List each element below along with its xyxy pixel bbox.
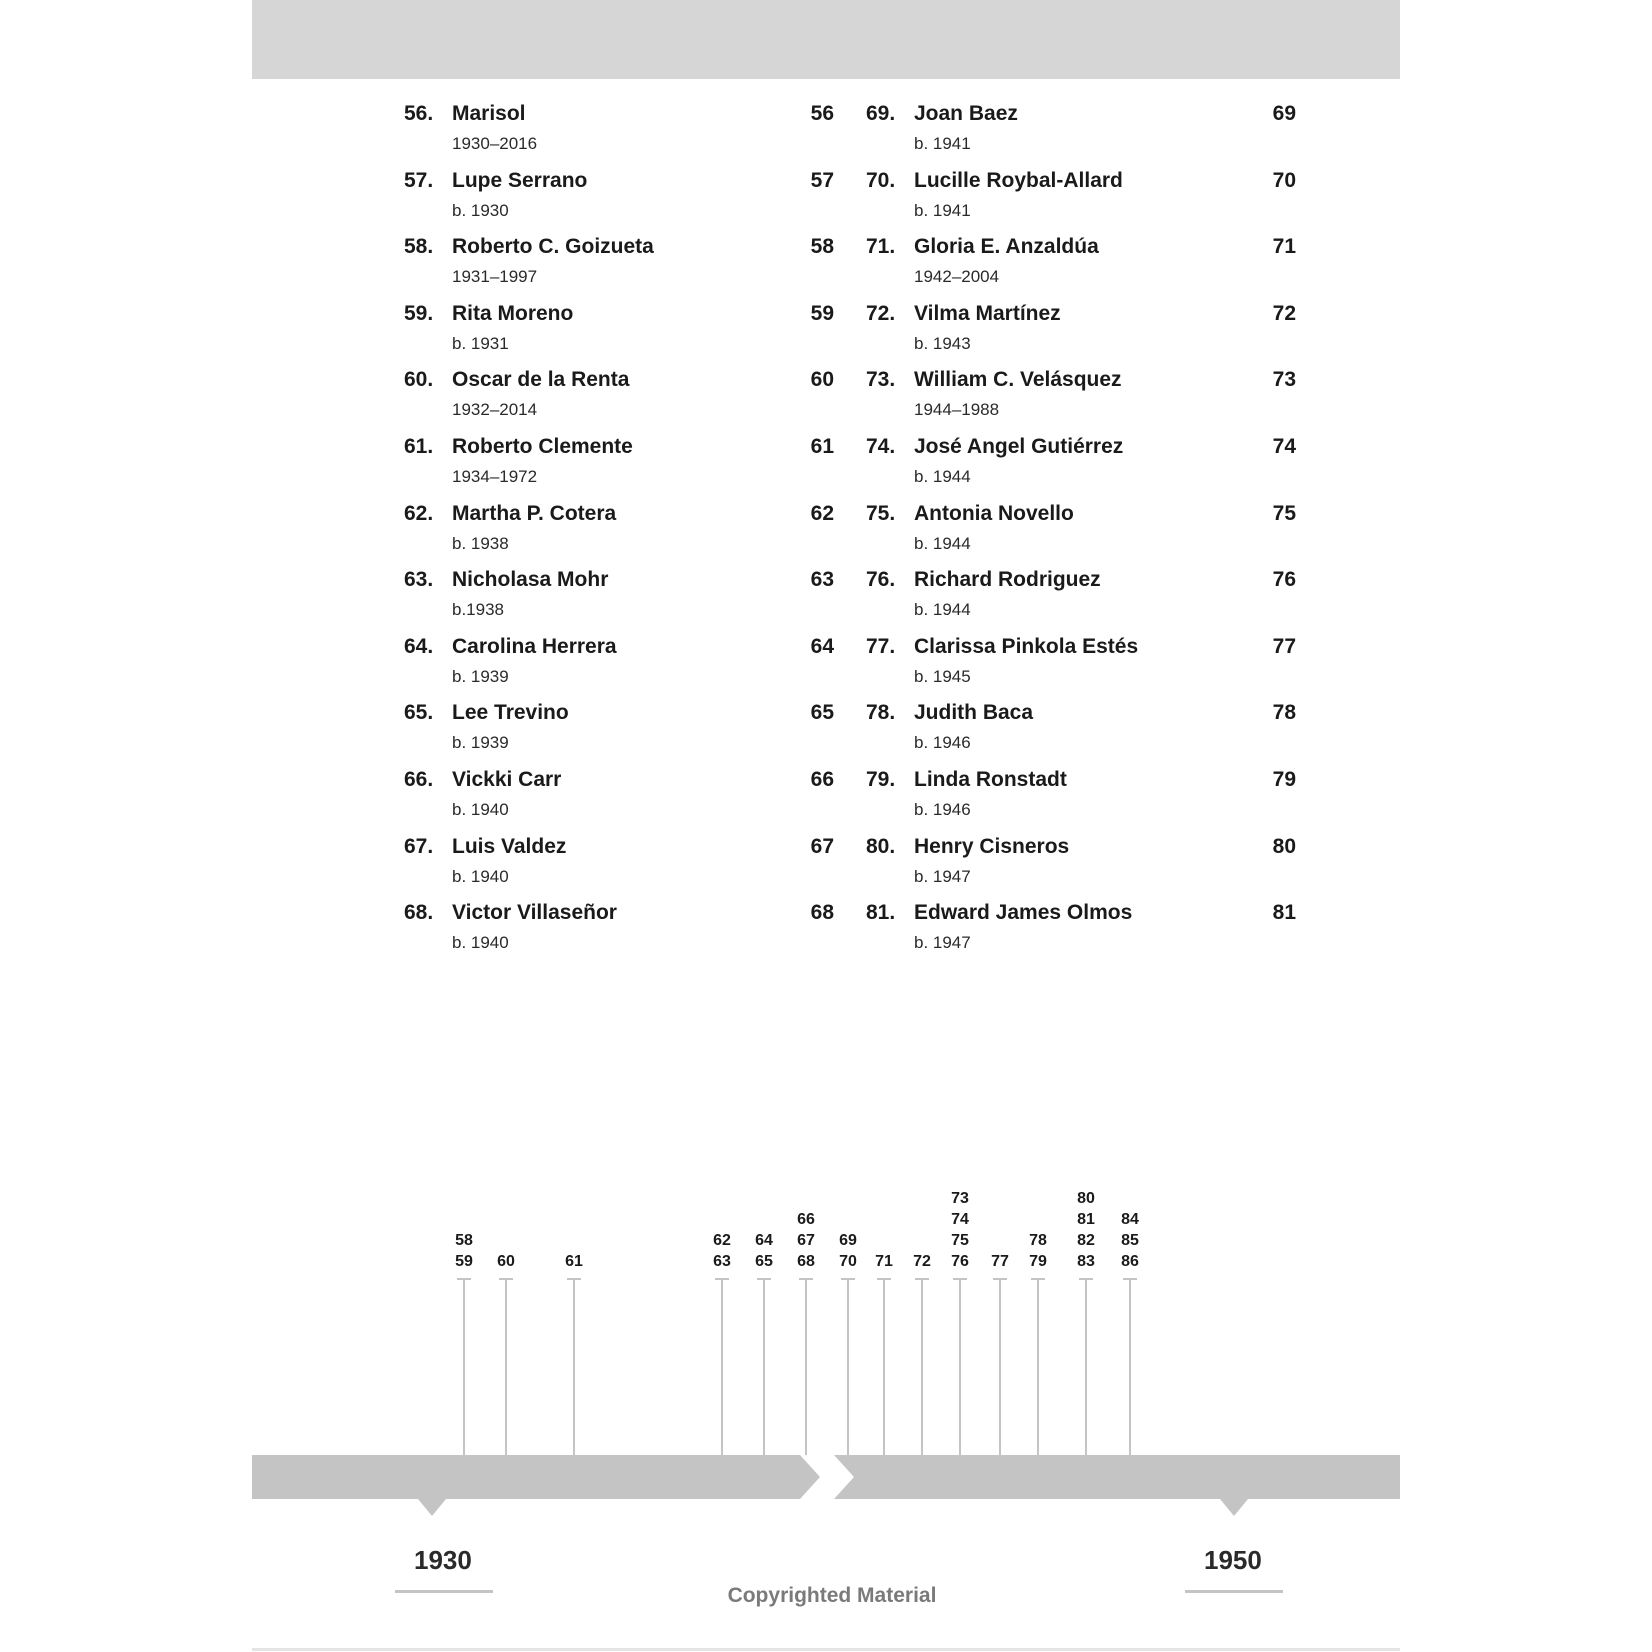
timeline-marker [1066, 1188, 1106, 1272]
timeline-marker-label: 72 [913, 1253, 931, 1270]
toc-entry [866, 233, 1296, 300]
entry-number: 71. [866, 235, 896, 259]
entry-page-number: 59 [810, 301, 834, 325]
toc-entry [404, 766, 834, 833]
timeline-marker-label: 60 [497, 1253, 515, 1270]
entry-dates: 1930–2016 [452, 134, 538, 153]
entry-name: Martha P. Cotera [452, 501, 617, 525]
timeline-marker-label: 61 [565, 1253, 583, 1270]
entry-dates: b. 1940 [452, 866, 509, 886]
timeline-marker-line [763, 1278, 765, 1455]
entry-page-number: 76 [1272, 568, 1296, 592]
entry-name: Lee Trevino [452, 701, 569, 725]
entry-name: Antonia Novello [914, 501, 1074, 525]
entry-name: Roberto Clemente [452, 434, 633, 458]
toc-entry [866, 566, 1296, 633]
entry-number: 80. [866, 834, 896, 858]
entry-number: 68. [404, 901, 434, 925]
toc-entry [866, 100, 1296, 167]
entry-dates: b. 1940 [452, 799, 509, 819]
entry-dates: b. 1940 [452, 933, 509, 953]
timeline-start-rule [395, 1590, 493, 1593]
entry-dates: b. 1930 [452, 200, 509, 220]
toc-entry [866, 766, 1296, 833]
timeline-marker-label: 79 [1029, 1253, 1047, 1270]
entry-page-number: 80 [1272, 834, 1296, 858]
entry-page-number: 74 [1272, 434, 1296, 458]
timeline-marker-label: 69 [839, 1232, 857, 1249]
entry-number: 61. [404, 434, 434, 458]
entry-name: Edward James Olmos [914, 901, 1133, 925]
timeline-marker-line [1129, 1278, 1131, 1455]
timeline-start-year: 1930 [414, 1545, 472, 1575]
entry-number: 62. [404, 501, 434, 525]
timeline-marker [828, 1230, 868, 1272]
timeline-marker-label: 74 [951, 1211, 969, 1228]
entry-name: Gloria E. Anzaldúa [914, 235, 1099, 259]
entry-number: 58. [404, 235, 434, 259]
entry-number: 63. [404, 568, 434, 592]
timeline-marker-line [999, 1278, 1001, 1455]
toc-entry [404, 167, 834, 234]
entry-name: Carolina Herrera [452, 634, 617, 658]
entry-number: 75. [866, 501, 896, 525]
toc-entry [866, 833, 1296, 900]
timeline-marker [554, 1251, 594, 1272]
entry-number: 69. [866, 102, 896, 125]
entry-dates: b. 1931 [452, 333, 509, 353]
entry-page-number: 71 [1272, 235, 1296, 259]
timeline-end-rule [1185, 1590, 1283, 1593]
toc-entry [404, 699, 834, 766]
entry-number: 76. [866, 568, 896, 592]
entry-number: 60. [404, 368, 434, 392]
entry-page-number: 61 [810, 434, 834, 458]
book-page [252, 0, 1400, 1652]
timeline-marker [902, 1251, 942, 1272]
entry-number: 57. [404, 168, 434, 192]
entry-name: Linda Ronstadt [914, 767, 1067, 791]
timeline-marker-label: 64 [755, 1232, 773, 1249]
timeline-marker-label: 73 [951, 1190, 969, 1207]
toc-entry [866, 699, 1296, 766]
entry-name: William C. Velásquez [914, 368, 1122, 392]
timeline-marker-line [463, 1278, 465, 1455]
entry-page-number: 78 [1272, 701, 1296, 725]
entry-name: Nicholasa Mohr [452, 568, 609, 592]
timeline-marker-label: 75 [951, 1232, 969, 1249]
timeline-marker-label: 70 [839, 1253, 857, 1270]
timeline-marker [744, 1230, 784, 1272]
entry-name: Joan Baez [914, 102, 1018, 125]
entry-page-number: 70 [1272, 168, 1296, 192]
timeline-marker-label: 81 [1077, 1211, 1095, 1228]
entry-name: Roberto C. Goizueta [452, 235, 654, 259]
timeline-marker-label: 66 [797, 1211, 815, 1228]
timeline-marker-label: 65 [755, 1253, 773, 1270]
entry-page-number: 79 [1272, 767, 1296, 791]
timeline-marker-label: 84 [1121, 1211, 1139, 1228]
timeline-marker-line [721, 1278, 723, 1455]
entry-dates: b. 1945 [914, 666, 971, 686]
entry-name: Vickki Carr [452, 767, 562, 791]
toc-entry [404, 566, 834, 633]
entry-name: Rita Moreno [452, 301, 574, 325]
toc-entry [866, 433, 1296, 500]
entry-number: 74. [866, 434, 896, 458]
timeline-marker-label: 71 [875, 1253, 893, 1270]
timeline-marker-label: 63 [713, 1253, 731, 1270]
entry-name: Vilma Martínez [914, 301, 1061, 325]
timeline-bar-right-segment [834, 1455, 1400, 1516]
entry-number: 59. [404, 301, 434, 325]
timeline-marker-line [805, 1278, 807, 1455]
entry-page-number: 62 [810, 501, 834, 525]
toc-entry [866, 167, 1296, 234]
entry-page-number: 81 [1272, 901, 1296, 925]
entry-dates: b. 1947 [914, 933, 971, 953]
entry-name: Lupe Serrano [452, 168, 588, 192]
toc-entry [404, 899, 834, 966]
toc-entry [866, 300, 1296, 367]
entry-page-number: 77 [1272, 634, 1296, 658]
entry-dates: b. 1941 [914, 134, 971, 153]
timeline [252, 1150, 1400, 1620]
entry-name: Judith Baca [914, 701, 1034, 725]
timeline-marker-label: 86 [1121, 1253, 1139, 1270]
entry-page-number: 58 [810, 235, 834, 259]
entry-number: 73. [866, 368, 896, 392]
entry-dates: 1934–1972 [452, 466, 538, 486]
entry-page-number: 63 [810, 568, 834, 592]
toc-column-left [404, 100, 834, 966]
entry-page-number: 60 [810, 368, 834, 392]
entry-name: Oscar de la Renta [452, 368, 630, 392]
entry-dates: b. 1947 [914, 866, 971, 886]
entry-number: 66. [404, 767, 434, 791]
entry-dates: b. 1939 [452, 733, 509, 753]
entry-dates: 1932–2014 [452, 400, 538, 420]
timeline-marker-line [959, 1278, 961, 1455]
timeline-marker-line [573, 1278, 575, 1455]
timeline-marker [940, 1188, 980, 1272]
timeline-marker-line [883, 1278, 885, 1455]
entry-page-number: 56 [810, 102, 834, 125]
entry-name: Luis Valdez [452, 834, 567, 858]
toc-entry [866, 500, 1296, 567]
toc-entry [404, 633, 834, 700]
entry-page-number: 68 [810, 901, 834, 925]
toc-entry [866, 633, 1296, 700]
timeline-marker [1110, 1209, 1150, 1272]
entry-number: 56. [404, 102, 434, 125]
timeline-marker-label: 68 [797, 1253, 815, 1270]
entry-number: 65. [404, 701, 434, 725]
entry-number: 72. [866, 301, 896, 325]
entry-number: 64. [404, 634, 434, 658]
timeline-marker-label: 76 [951, 1253, 969, 1270]
toc-entry [404, 500, 834, 567]
timeline-marker [486, 1251, 526, 1272]
timeline-marker [444, 1230, 484, 1272]
entry-dates: b. 1944 [914, 466, 971, 486]
entry-number: 79. [866, 767, 896, 791]
entry-dates: b. 1941 [914, 200, 971, 220]
timeline-marker-label: 82 [1077, 1232, 1095, 1249]
toc-entry [404, 233, 834, 300]
timeline-marker-label: 58 [455, 1232, 473, 1249]
timeline-marker-line [921, 1278, 923, 1455]
entry-dates: b. 1946 [914, 799, 971, 819]
toc-entry [404, 300, 834, 367]
entry-dates: b. 1939 [452, 666, 509, 686]
entry-name: Henry Cisneros [914, 834, 1070, 858]
entry-dates: b.1938 [452, 600, 504, 620]
timeline-bar-left-segment [252, 1455, 820, 1516]
toc-column-right [866, 100, 1296, 966]
timeline-marker [980, 1251, 1020, 1272]
entry-name: Victor Villaseñor [452, 901, 617, 925]
timeline-marker-line [1037, 1278, 1039, 1455]
entry-page-number: 57 [810, 168, 834, 192]
timeline-marker [786, 1209, 826, 1272]
entry-page-number: 72 [1272, 301, 1296, 325]
timeline-marker-label: 62 [713, 1232, 731, 1249]
entry-dates: 1931–1997 [452, 267, 538, 287]
entry-page-number: 64 [810, 634, 834, 658]
toc-entry [404, 433, 834, 500]
entry-name: Clarissa Pinkola Estés [914, 634, 1139, 658]
entry-dates: b. 1944 [914, 533, 971, 553]
timeline-marker [702, 1230, 742, 1272]
entry-dates: 1944–1988 [914, 400, 1000, 420]
entry-page-number: 69 [1272, 102, 1296, 125]
entry-dates: b. 1943 [914, 333, 971, 353]
entry-page-number: 65 [810, 701, 834, 725]
timeline-marker-line [847, 1278, 849, 1455]
entry-name: Richard Rodriguez [914, 568, 1101, 592]
entry-number: 77. [866, 634, 896, 658]
entry-dates: b. 1938 [452, 533, 509, 553]
timeline-marker-label: 59 [455, 1253, 473, 1270]
entry-page-number: 73 [1272, 368, 1296, 392]
timeline-marker-label: 78 [1029, 1232, 1047, 1249]
timeline-marker-label: 80 [1077, 1190, 1095, 1207]
top-band [252, 0, 1400, 79]
timeline-marker [1018, 1230, 1058, 1272]
entry-number: 70. [866, 168, 896, 192]
timeline-marker-line [1085, 1278, 1087, 1455]
entry-page-number: 67 [810, 834, 834, 858]
entry-page-number: 75 [1272, 501, 1296, 525]
entry-name: Marisol [452, 102, 526, 125]
toc-entry [404, 366, 834, 433]
entry-dates: b. 1944 [914, 600, 971, 620]
entry-name: José Angel Gutiérrez [914, 434, 1124, 458]
bottom-rule [252, 1648, 1400, 1651]
toc-entry [404, 833, 834, 900]
copyright-notice: Copyrighted Material [727, 1584, 937, 1607]
toc-entry [866, 899, 1296, 966]
timeline-marker-label: 85 [1121, 1232, 1139, 1249]
timeline-end-year: 1950 [1204, 1545, 1262, 1575]
timeline-marker-label: 67 [797, 1232, 815, 1249]
entry-dates: b. 1946 [914, 733, 971, 753]
entry-name: Lucille Roybal-Allard [914, 168, 1123, 192]
entry-dates: 1942–2004 [914, 267, 1000, 287]
entry-number: 78. [866, 701, 896, 725]
timeline-marker-label: 77 [991, 1253, 1009, 1270]
timeline-marker [864, 1251, 904, 1272]
timeline-marker-line [505, 1278, 507, 1455]
entry-page-number: 66 [810, 767, 834, 791]
toc-entry [866, 366, 1296, 433]
timeline-marker-label: 83 [1077, 1253, 1095, 1270]
toc-entry [404, 100, 834, 167]
entry-number: 67. [404, 834, 434, 858]
entry-number: 81. [866, 901, 896, 925]
